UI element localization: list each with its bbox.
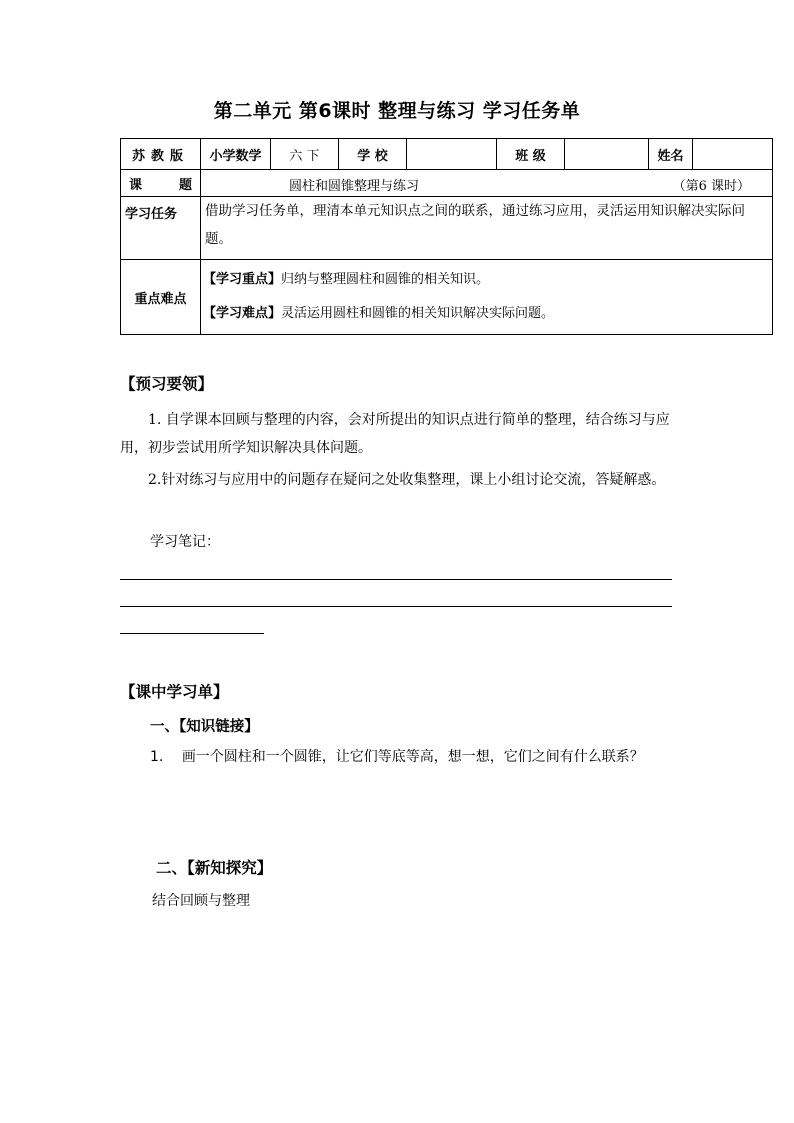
info-table — [120, 138, 773, 335]
difficulty-tag: 【学习难点】 — [203, 306, 282, 321]
lesson-number: （第6 课时） — [672, 179, 750, 194]
name-label: 姓名 — [649, 139, 693, 170]
key-point-tag: 【学习重点】 — [203, 272, 282, 287]
notes-label: 学习笔记： — [150, 534, 220, 550]
explore-text: 结合回顾与整理 — [152, 893, 250, 909]
class-field[interactable] — [565, 139, 649, 170]
name-field[interactable] — [693, 139, 773, 170]
question-1-number: 1. — [150, 749, 164, 765]
topic-value: 圆柱和圆锥整理与练习 — [289, 179, 420, 194]
task-label: 学习任务 — [121, 197, 201, 260]
notes-line-3[interactable] — [120, 633, 264, 634]
school-label: 学 校 — [339, 139, 407, 170]
key-cell — [201, 260, 773, 335]
key-label: 重点难点 — [121, 260, 201, 335]
question-1-text: 画一个圆柱和一个圆锥，让它们等底等高，想一想，它们之间有什么联系？ — [181, 749, 644, 765]
edition-cell: 苏教版 — [121, 139, 201, 170]
key-row — [121, 260, 773, 335]
task-row — [121, 197, 773, 260]
explore-heading: 二、【新知探究】 — [156, 858, 273, 877]
knowledge-link-heading: 一、【知识链接】 — [150, 718, 259, 735]
header-row — [121, 139, 773, 170]
page-title: 第二单元 第6课时 整理与练习 学习任务单 — [213, 100, 581, 122]
grade-cell: 六 下 — [271, 139, 339, 170]
subject-cell: 小学数学 — [201, 139, 271, 170]
question-1 — [150, 746, 644, 766]
difficulty-text: 灵活运用圆柱和圆锥的相关知识解决实际问题。 — [281, 306, 555, 321]
preview-heading: 【预习要领】 — [120, 374, 214, 393]
preview-item-2: 2.针对练习与应用中的问题存在疑问之处收集整理，课上小组讨论交流，答疑解惑。 — [148, 472, 666, 488]
class-label: 班 级 — [497, 139, 565, 170]
key-point-text: 归纳与整理圆柱和圆锥的相关知识。 — [281, 272, 490, 287]
topic-label: 课 题 — [121, 170, 201, 197]
preview-item-1: 1. 自学课本回顾与整理的内容，会对所提出的知识点进行简单的整理，结合练习与应用，初步尝试用所学知识解决具体问题。 — [120, 412, 670, 456]
inclass-heading: 【课中学习单】 — [120, 682, 229, 701]
notes-line-2[interactable] — [120, 606, 672, 607]
topic-row — [121, 170, 773, 197]
topic-cell — [201, 170, 773, 197]
notes-line-1[interactable] — [120, 579, 672, 580]
difficulty-line — [203, 297, 770, 331]
key-point-line — [203, 263, 770, 297]
task-text: 借助学习任务单，理清本单元知识点之间的联系，通过练习应用，灵活运用知识解决实际问题。 — [201, 197, 773, 260]
school-field[interactable] — [407, 139, 497, 170]
